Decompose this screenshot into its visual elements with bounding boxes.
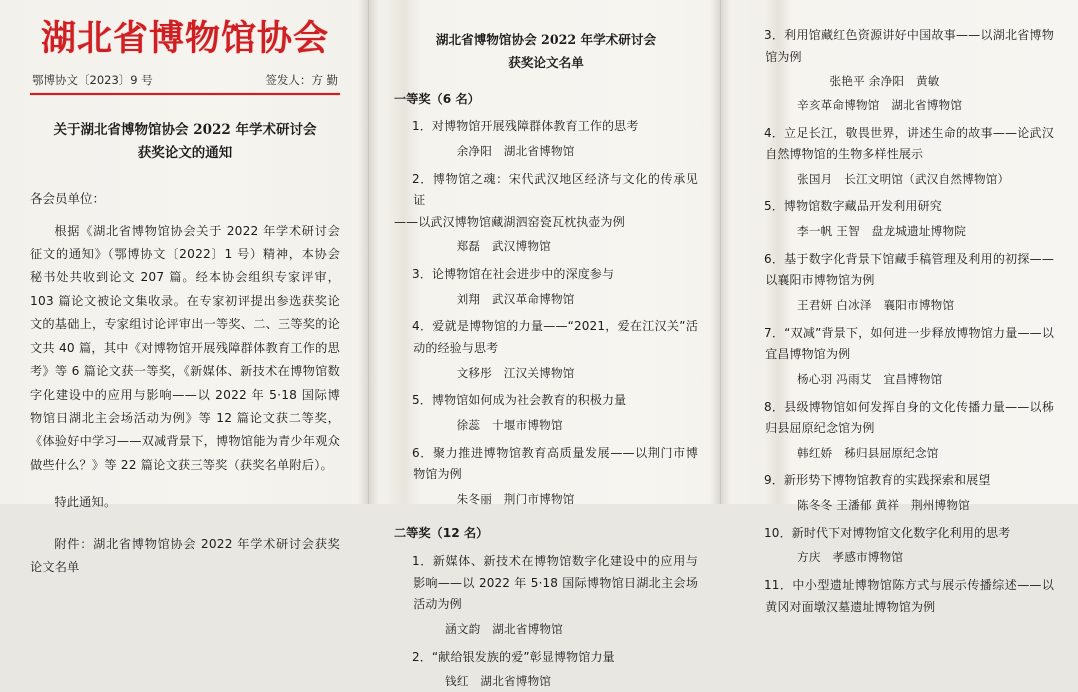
- page-shadow-1: [358, 0, 368, 504]
- notice-body-paragraph-2: 特此通知。: [54, 495, 117, 510]
- document-number: 鄂博协文〔2023〕9 号: [32, 72, 153, 87]
- list-item: 3．论博物馆在社会进步中的深度参与: [412, 267, 615, 282]
- list-item-credit: 李一帆 王智 盘龙城遗址博物院: [797, 224, 967, 239]
- list-item-credit: 张国月 长江文明馆（武汉自然博物馆）: [797, 171, 1010, 186]
- list-item-credit: 陈冬冬 王潘郁 黄祥 荆州博物馆: [797, 498, 970, 513]
- list-item-credit: 方庆 孝感市博物馆: [797, 550, 904, 565]
- list-item: 10．新时代下对博物馆文化数字化利用的思考: [764, 525, 1011, 540]
- list-item: 3．利用馆藏红色资源讲好中国故事——以湖北省博物馆为例: [764, 28, 1054, 64]
- list-item: 7．“双减”背景下，如何进一步释放博物馆力量——以宜昌博物馆为例: [764, 325, 1054, 362]
- list-item: 5．博物馆数字藏品开发利用研究: [764, 199, 942, 214]
- award-list-title-line-1: 湖北省博物馆协会 2022 年学术研讨会: [435, 32, 657, 47]
- notice-page: [0, 0, 368, 575]
- award-list-title-line-2: 获奖论文名单: [508, 55, 584, 71]
- list-item: 8．县级博物馆如何发挥自身的文化传播力量——以秭归县屈原纪念馆为例: [764, 399, 1054, 436]
- notice-title: [30, 119, 340, 166]
- list-item-credit: 涵文韵 湖北省博物馆: [445, 622, 563, 636]
- list-item-credit: 张艳平 余净阳 黄敏: [829, 74, 940, 89]
- issuer-name: 签发人：方 勤: [265, 72, 338, 87]
- list-item-credit-secondary: 辛亥革命博物馆 湖北省博物馆: [797, 97, 963, 112]
- list-item-credit: 徐蕊 十堰市博物馆: [456, 417, 563, 432]
- list-item: 11．中小型遗址博物馆陈方式与展示传播综述——以黄冈对面墩汉墓遗址博物馆为例: [764, 578, 1054, 614]
- list-item-credit: 王君妍 白冰泽 襄阳市博物馆: [797, 297, 955, 312]
- list-item: 2．博物馆之魂：宋代武汉地区经济与文化的传承见证: [412, 171, 698, 208]
- letterhead-meta: [30, 72, 340, 88]
- notice-attachment-line: 附件：湖北省博物馆协会 2022 年学术研讨会获奖论文名单: [30, 536, 340, 575]
- list-item-credit: 韩红娇 秭归县屈原纪念馆: [797, 445, 939, 460]
- award-list-title: [394, 28, 698, 75]
- red-divider-rule: [30, 93, 340, 95]
- list-item: 1．对博物馆开展残障群体教育工作的思考: [412, 119, 639, 134]
- award-list-page-continued: [720, 0, 1078, 614]
- list-item-credit: 刘翔 武汉革命博物馆: [456, 291, 575, 306]
- organization-letterhead: 湖北省博物馆协会: [40, 18, 329, 59]
- list-item: 2．“献给银发族的爱”彰显博物馆力量: [412, 649, 615, 664]
- list-item: 6．基于数字化背景下馆藏手稿管理及利用的初探——以襄阳市博物馆为例: [764, 251, 1054, 288]
- list-item-credit: 朱冬丽 荆门市博物馆: [456, 491, 575, 506]
- page-shadow-3: [710, 0, 720, 504]
- list-item: 4．爱就是博物馆的力量——“2021，爱在江汉关”活动的经验与思考: [412, 319, 698, 355]
- list-item-continuation: ——以武汉博物馆藏湖泗窑瓷瓦枕执壶为例: [394, 214, 625, 229]
- list-item-credit: 郑磊 武汉博物馆: [456, 239, 551, 254]
- section-heading-first-prize: 一等奖（6 名）: [394, 91, 480, 106]
- notice-title-line-2: 获奖论文的通知: [137, 145, 233, 162]
- notice-salutation: 各会员单位：: [30, 191, 106, 207]
- list-item-credit: 余净阳 湖北省博物馆: [456, 143, 575, 158]
- list-item: 5．博物馆如何成为社会教育的积极力量: [412, 393, 627, 408]
- notice-title-line-1: 关于湖北省博物馆协会 2022 年学术研讨会: [53, 121, 317, 138]
- list-item: 9．新形势下博物馆教育的实践探索和展望: [764, 473, 991, 488]
- list-item: 4．立足长江，敬畏世界，讲述生命的故事——论武汉自然博物馆的生物多样性展示: [764, 125, 1054, 162]
- list-item-credit: 文移彤 江汉关博物馆: [456, 365, 575, 380]
- list-item: 6．聚力推进博物馆教育高质量发展——以荆门市博物馆为例: [412, 445, 698, 482]
- list-item-credit: 钱红 湖北省博物馆: [445, 674, 552, 689]
- award-list-page: [368, 0, 720, 689]
- notice-body-paragraph-1: 根据《湖北省博物馆协会关于 2022 年学术研讨会征文的通知》（鄂博协文〔2022〕1 号）精神，本协会秘书处共收到论文 207 篇。经本协会组织专家评审，103 篇论文被论文集收录。在专家初评提出参选获奖论文的基础上，专家组讨论评审出一等奖、二、三等奖的论文共 40 篇，其中《对博物馆开展残障群体教育工作的思考》等 6 篇论文获一等奖，《新媒体、新技术在博物馆数字化建设中的应用与影响——以 2022 年 5·18 国际博物馆日湖北主会场活动为例》等 12 篇论文获二等奖，《体验好中学习——双减背景下，博物馆能为青少年观众做些什么？》等 22 篇论文获三等奖（获奖名单附后）。: [30, 223, 340, 472]
- list-item-credit: 杨心羽 冯雨艾 宜昌博物馆: [797, 371, 943, 386]
- section-heading-second-prize: 二等奖（12 名）: [394, 526, 489, 541]
- list-item: 1．新媒体、新技术在博物馆数字化建设中的应用与影响——以 2022 年 5·18 国际博物馆日湖北主会场活动为例: [412, 554, 698, 612]
